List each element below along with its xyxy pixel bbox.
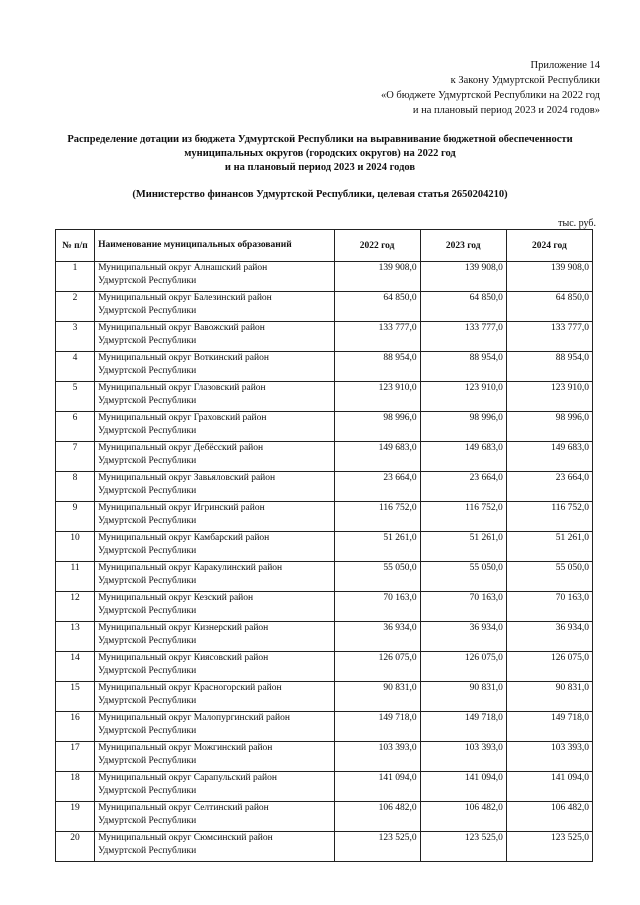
table-row (56, 352, 593, 382)
municipality-name (95, 652, 334, 682)
municipality-name (95, 682, 334, 712)
row-number: 9 (56, 502, 95, 532)
value-2022: 116 752,0 (334, 502, 420, 532)
units-label: тыс. руб. (558, 218, 596, 229)
municipality-name (95, 532, 334, 562)
value-2024: 123 910,0 (506, 382, 592, 412)
appendix-line: и на плановый период 2023 и 2024 годов» (412, 105, 600, 116)
table-row (56, 742, 593, 772)
value-2024: 106 482,0 (506, 802, 592, 832)
table-row (56, 502, 593, 532)
municipality-name-line: Муниципальный округ Селтинский район (98, 803, 269, 813)
value-2023: 126 075,0 (420, 652, 506, 682)
municipality-name-line: Муниципальный округ Граховский район (98, 413, 267, 423)
municipality-name-line: Удмуртской Республики (98, 696, 197, 706)
column-header-number: № п/п (56, 230, 95, 262)
municipality-name-line: Удмуртской Республики (98, 366, 197, 376)
municipality-name (95, 412, 334, 442)
municipality-name-line: Удмуртской Республики (98, 786, 197, 796)
row-number: 4 (56, 352, 95, 382)
row-number: 13 (56, 622, 95, 652)
municipality-name-line: Удмуртской Республики (98, 336, 197, 346)
value-2022: 98 996,0 (334, 412, 420, 442)
municipality-name (95, 772, 334, 802)
value-2023: 64 850,0 (420, 292, 506, 322)
value-2022: 139 908,0 (334, 262, 420, 292)
municipality-name-line: Удмуртской Республики (98, 576, 197, 586)
row-number: 16 (56, 712, 95, 742)
row-number: 8 (56, 472, 95, 502)
municipality-name-line: Удмуртской Республики (98, 756, 197, 766)
municipality-name-line: Удмуртской Республики (98, 666, 197, 676)
value-2023: 133 777,0 (420, 322, 506, 352)
value-2022: 149 718,0 (334, 712, 420, 742)
appendix-line: Приложение 14 (530, 60, 600, 71)
value-2024: 88 954,0 (506, 352, 592, 382)
table-row (56, 562, 593, 592)
value-2022: 126 075,0 (334, 652, 420, 682)
municipality-name (95, 592, 334, 622)
value-2022: 141 094,0 (334, 772, 420, 802)
value-2022: 64 850,0 (334, 292, 420, 322)
row-number: 19 (56, 802, 95, 832)
municipality-name-line: Муниципальный округ Камбарский район (98, 533, 270, 543)
value-2023: 106 482,0 (420, 802, 506, 832)
table-row (56, 682, 593, 712)
table-row (56, 532, 593, 562)
column-header-2023: 2023 год (420, 230, 506, 262)
value-2022: 133 777,0 (334, 322, 420, 352)
table-row (56, 262, 593, 292)
row-number: 10 (56, 532, 95, 562)
municipality-name-line: Муниципальный округ Воткинский район (98, 353, 269, 363)
row-number: 15 (56, 682, 95, 712)
municipality-name-line: Муниципальный округ Вавожский район (98, 323, 265, 333)
municipality-name-line: Муниципальный округ Кезский район (98, 593, 254, 603)
value-2024: 126 075,0 (506, 652, 592, 682)
value-2024: 141 094,0 (506, 772, 592, 802)
municipality-name-line: Удмуртской Республики (98, 396, 197, 406)
value-2023: 36 934,0 (420, 622, 506, 652)
column-header-2022: 2022 год (334, 230, 420, 262)
value-2024: 123 525,0 (506, 832, 592, 862)
value-2024: 64 850,0 (506, 292, 592, 322)
row-number: 20 (56, 832, 95, 862)
title-line: Распределение дотации из бюджета Удмуртской Республики на выравнивание бюджетной обеспеченности (67, 134, 573, 145)
table-row (56, 322, 593, 352)
municipality-name-line: Муниципальный округ Каракулинский район (98, 563, 283, 573)
value-2024: 116 752,0 (506, 502, 592, 532)
municipality-name-line: Муниципальный округ Балезинский район (98, 293, 272, 303)
row-number: 5 (56, 382, 95, 412)
municipality-name-line: Муниципальный округ Сарапульский район (98, 773, 277, 783)
value-2024: 23 664,0 (506, 472, 592, 502)
title-line: и на плановый период 2023 и 2024 годов (224, 162, 416, 173)
value-2024: 36 934,0 (506, 622, 592, 652)
value-2022: 123 910,0 (334, 382, 420, 412)
value-2024: 149 718,0 (506, 712, 592, 742)
value-2023: 98 996,0 (420, 412, 506, 442)
municipality-name-line: Удмуртской Республики (98, 636, 197, 646)
row-number: 11 (56, 562, 95, 592)
municipality-name-line: Удмуртской Республики (98, 486, 197, 496)
table-row (56, 292, 593, 322)
municipality-name-line: Муниципальный округ Глазовский район (98, 383, 266, 393)
municipality-name (95, 472, 334, 502)
municipality-name-line: Удмуртской Республики (98, 306, 197, 316)
column-header-name: Наименование муниципальных образований (95, 230, 334, 262)
municipality-name (95, 292, 334, 322)
municipality-name-line: Удмуртской Республики (98, 726, 197, 736)
value-2023: 123 525,0 (420, 832, 506, 862)
appendix-line: «О бюджете Удмуртской Республики на 2022 год (380, 90, 600, 101)
column-header-2024: 2024 год (506, 230, 592, 262)
value-2023: 23 664,0 (420, 472, 506, 502)
value-2022: 88 954,0 (334, 352, 420, 382)
value-2022: 103 393,0 (334, 742, 420, 772)
row-number: 17 (56, 742, 95, 772)
municipality-name (95, 352, 334, 382)
municipality-name-line: Муниципальный округ Завьяловский район (98, 473, 276, 483)
row-number: 12 (56, 592, 95, 622)
municipality-name-line: Муниципальный округ Дебёсский район (98, 443, 264, 453)
row-number: 18 (56, 772, 95, 802)
municipality-name-line: Удмуртской Республики (98, 516, 197, 526)
table-row (56, 622, 593, 652)
value-2022: 123 525,0 (334, 832, 420, 862)
table-row (56, 802, 593, 832)
value-2024: 139 908,0 (506, 262, 592, 292)
row-number: 7 (56, 442, 95, 472)
municipality-name-line: Удмуртской Республики (98, 846, 197, 856)
row-number: 6 (56, 412, 95, 442)
table-row (56, 442, 593, 472)
value-2024: 51 261,0 (506, 532, 592, 562)
municipality-name-line: Удмуртской Республики (98, 276, 197, 286)
value-2023: 149 683,0 (420, 442, 506, 472)
document-subtitle: (Министерство финансов Удмуртской Республики, целевая статья 2650204210) (132, 189, 508, 200)
municipality-name-line: Удмуртской Республики (98, 456, 197, 466)
value-2022: 23 664,0 (334, 472, 420, 502)
value-2023: 123 910,0 (420, 382, 506, 412)
value-2023: 139 908,0 (420, 262, 506, 292)
value-2024: 70 163,0 (506, 592, 592, 622)
value-2023: 51 261,0 (420, 532, 506, 562)
table-body (56, 262, 593, 862)
value-2022: 55 050,0 (334, 562, 420, 592)
value-2023: 55 050,0 (420, 562, 506, 592)
value-2022: 149 683,0 (334, 442, 420, 472)
value-2022: 70 163,0 (334, 592, 420, 622)
table-row (56, 832, 593, 862)
value-2022: 36 934,0 (334, 622, 420, 652)
municipality-name (95, 322, 334, 352)
value-2024: 98 996,0 (506, 412, 592, 442)
municipality-name (95, 742, 334, 772)
value-2024: 133 777,0 (506, 322, 592, 352)
municipality-name-line: Удмуртской Республики (98, 606, 197, 616)
municipality-name-line: Муниципальный округ Малопургинский район (98, 713, 290, 723)
table-row (56, 712, 593, 742)
municipality-name (95, 262, 334, 292)
table-row (56, 652, 593, 682)
value-2024: 55 050,0 (506, 562, 592, 592)
value-2023: 88 954,0 (420, 352, 506, 382)
value-2022: 51 261,0 (334, 532, 420, 562)
value-2024: 90 831,0 (506, 682, 592, 712)
value-2023: 116 752,0 (420, 502, 506, 532)
value-2023: 141 094,0 (420, 772, 506, 802)
value-2023: 90 831,0 (420, 682, 506, 712)
municipality-name-line: Муниципальный округ Можгинский район (98, 743, 273, 753)
municipality-name (95, 622, 334, 652)
table-row (56, 772, 593, 802)
table-row (56, 412, 593, 442)
value-2023: 70 163,0 (420, 592, 506, 622)
municipality-name-line: Удмуртской Республики (98, 546, 197, 556)
value-2024: 149 683,0 (506, 442, 592, 472)
row-number: 2 (56, 292, 95, 322)
value-2023: 103 393,0 (420, 742, 506, 772)
municipality-name-line: Муниципальный округ Красногорский район (98, 683, 282, 693)
table-header-row (56, 230, 593, 262)
municipality-name (95, 802, 334, 832)
row-number: 1 (56, 262, 95, 292)
municipality-name (95, 562, 334, 592)
value-2022: 90 831,0 (334, 682, 420, 712)
municipality-name (95, 502, 334, 532)
municipality-name (95, 712, 334, 742)
appendix-note (381, 58, 600, 118)
budget-table (55, 229, 593, 862)
table-row (56, 472, 593, 502)
row-number: 14 (56, 652, 95, 682)
table-row (56, 592, 593, 622)
value-2023: 149 718,0 (420, 712, 506, 742)
municipality-name (95, 382, 334, 412)
municipality-name-line: Муниципальный округ Игринский район (98, 503, 265, 513)
title-line: муниципальных округов (городских округов) на 2022 год (184, 148, 456, 159)
municipality-name (95, 832, 334, 862)
municipality-name-line: Муниципальный округ Сюмсинский район (98, 833, 273, 843)
municipality-name (95, 442, 334, 472)
municipality-name-line: Муниципальный округ Алнашский район (98, 263, 268, 273)
document-title (40, 133, 600, 175)
municipality-name-line: Удмуртской Республики (98, 816, 197, 826)
municipality-name-line: Муниципальный округ Киясовский район (98, 653, 269, 663)
value-2022: 106 482,0 (334, 802, 420, 832)
appendix-line: к Закону Удмуртской Республики (450, 75, 600, 86)
value-2024: 103 393,0 (506, 742, 592, 772)
municipality-name-line: Удмуртской Республики (98, 426, 197, 436)
table-row (56, 382, 593, 412)
row-number: 3 (56, 322, 95, 352)
municipality-name-line: Муниципальный округ Кизнерский район (98, 623, 269, 633)
